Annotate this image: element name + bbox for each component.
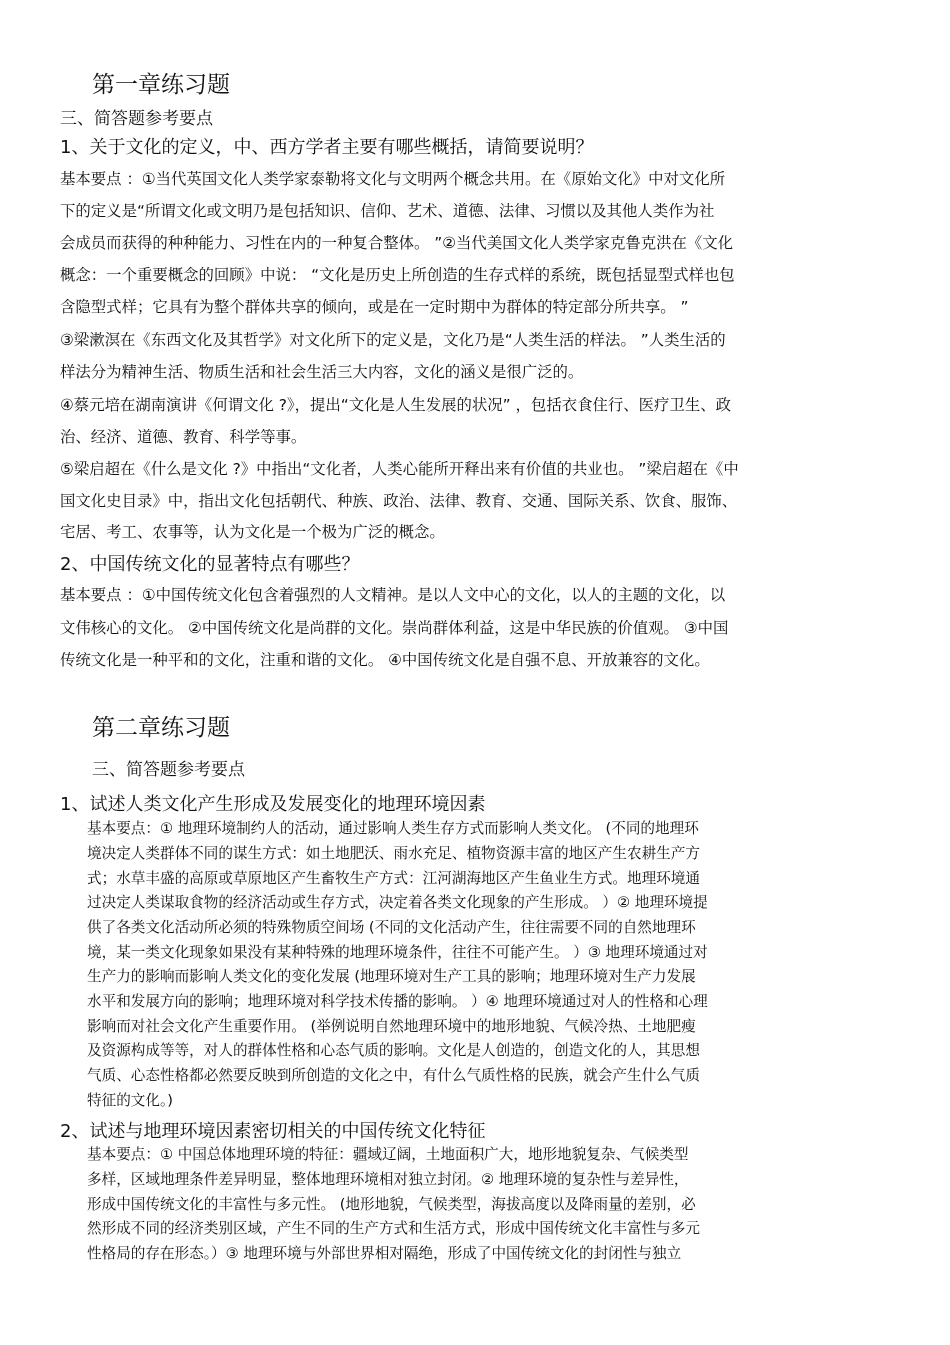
chapter1-q1-line: ④蔡元培在湖南演讲《何谓文化 ?》，提出“文化是人生发展的状况” ，包括衣食住行、医疗卫生、政 — [60, 396, 732, 414]
chapter1-q2-line: 文伟核心的文化。 ②中国传统文化是尚群的文化。崇尚群体利益，这是中华民族的价值观。 ③中国 — [60, 619, 729, 637]
chapter2-q2-line: 基本要点：① 中国总体地理环境的特征：疆域辽阔，土地面积广大，地形地貌复杂、气候类型 — [87, 1146, 689, 1163]
chapter1-q1-line: ③梁漱溟在《东西文化及其哲学》对文化所下的定义是，文化乃是“人类生活的样法。 ”人类生活的 — [60, 331, 726, 349]
chapter2-q1-line: 水平和发展方向的影响；地理环境对科学技术传播的影响。 ）④ 地理环境通过对人的性格和心理 — [87, 993, 708, 1010]
chapter1-section-heading: 三、简答题参考要点 — [60, 109, 213, 129]
chapter2-q2-line: 形成中国传统文化的丰富性与多元性。 (地形地貌，气候类型，海拔高度以及降雨量的差别，必 — [87, 1196, 696, 1213]
chapter1-question-1: 1、关于文化的定义，中、西方学者主要有哪些概括，请简要说明？ — [60, 137, 594, 158]
chapter2-question-1: 1、试述人类文化产生形成及发展变化的地理环境因素 — [60, 794, 486, 815]
chapter1-q1-line: 国文化史目录》中，指出文化包括朝代、种族、政治、法律、教育、交通、国际关系、饮食、服饰、 — [60, 492, 738, 510]
chapter2-q1-line: 生产力的影响而影响人类文化的变化发展 (地理环境对生产工具的影响；地理环境对生产力发展 — [87, 968, 696, 985]
chapter2-q1-line: 过决定人类谋取食物的经济活动或生存方式，决定着各类文化现象的产生形成。 ）② 地理环境提 — [87, 894, 708, 911]
chapter2-title: 第二章练习题 — [92, 715, 230, 741]
chapter2-q1-line: 供了各类文化活动所必须的特殊物质空间场 (不同的文化活动产生，往往需要不同的自然地理环 — [87, 919, 696, 936]
chapter1-q1-line: 下的定义是“所谓文化或文明乃是包括知识、信仰、艺术、道德、法律、习惯以及其他人类作为社 — [60, 202, 715, 220]
chapter2-q1-line: 及资源构成等等，对人的群体性格和心态气质的影响。文化是人创造的，创造文化的人，其思想 — [87, 1042, 700, 1059]
chapter2-q1-line: 特征的文化。) — [87, 1092, 173, 1109]
chapter1-q1-line: ⑤梁启超在《什么是文化 ?》中指出“文化者，人类心能所开释出来有价值的共业也。 ”梁启超在《中 — [60, 460, 739, 478]
chapter2-q2-line: 多样，区域地理条件差异明显，整体地理环境相对独立封闭。② 地理环境的复杂性与差异性， — [87, 1171, 689, 1188]
chapter1-title: 第一章练习题 — [92, 72, 230, 98]
chapter1-q2-line: 基本要点 ：①中国传统文化包含着强烈的人文精神。是以人文中心的文化，以人的主题的文化，以 — [60, 586, 726, 604]
chapter2-q1-line: 影响而对社会文化产生重要作用。 (举例说明自然地理环境中的地形地貌、气候冷热、土地肥瘦 — [87, 1018, 696, 1035]
chapter1-question-2: 2、中国传统文化的显著特点有哪些？ — [60, 554, 360, 575]
chapter1-q1-line: 概念：一个重要概念的回顾》中说： “文化是历史上所创造的生存式样的系统，既包括显型式样也包 — [60, 266, 735, 284]
chapter1-q1-line: 基本要点 ：①当代英国文化人类学家泰勒将文化与文明两个概念共用。在《原始文化》中对文化所 — [60, 170, 726, 188]
chapter2-q1-line: 气质、心态性格都必然要反映到所创造的文化之中，有什么气质性格的民族，就会产生什么气质 — [87, 1067, 700, 1084]
chapter2-q1-line: 境，某一类文化现象如果没有某种特殊的地理环境条件，往往不可能产生。 ）③ 地理环境通过对 — [87, 944, 708, 961]
chapter2-question-2: 2、试述与地理环境因素密切相关的中国传统文化特征 — [60, 1121, 486, 1142]
chapter2-section-heading: 三、简答题参考要点 — [92, 760, 245, 780]
chapter2-q2-line: 然形成不同的经济类别区域，产生不同的生产方式和生活方式，形成中国传统文化丰富性与多元 — [87, 1220, 700, 1237]
chapter2-q1-line: 境决定人类群体不同的谋生方式：如土地肥沃、雨水充足、植物资源丰富的地区产生农耕生产方 — [87, 845, 700, 862]
chapter2-q1-line: 式；水草丰盛的高原或草原地区产生畜牧生产方式：江河湖海地区产生鱼业生方式。地理环境通 — [87, 870, 700, 887]
chapter1-q1-line: 含隐型式样；它具有为整个群体共享的倾向，或是在一定时期中为群体的特定部分所共享。 ” — [60, 298, 689, 316]
chapter2-q2-line: 性格局的存在形态。）③ 地理环境与外部世界相对隔绝，形成了中国传统文化的封闭性与独立 — [87, 1245, 682, 1262]
chapter1-q1-line: 会成员而获得的种种能力、习性在内的一种复合整体。 ”②当代美国文化人类学家克鲁克洪在《文化 — [60, 234, 734, 252]
chapter2-q1-line: 基本要点：① 地理环境制约人的活动，通过影响人类生存方式而影响人类文化。 (不同的地理环 — [87, 820, 699, 837]
chapter1-q2-line: 传统文化是一种平和的文化，注重和谐的文化。 ④中国传统文化是自强不息、开放兼容的文化。 — [60, 651, 710, 669]
chapter1-q1-line: 治、经济、道德、教育、科学等事。 — [60, 428, 307, 446]
chapter1-q1-line: 样法分为精神生活、物质生活和社会生活三大内容，文化的涵义是很广泛的。 — [60, 363, 584, 381]
chapter1-q1-line: 宅居、考工、农事等，认为文化是一个极为广泛的概念。 — [60, 523, 445, 541]
